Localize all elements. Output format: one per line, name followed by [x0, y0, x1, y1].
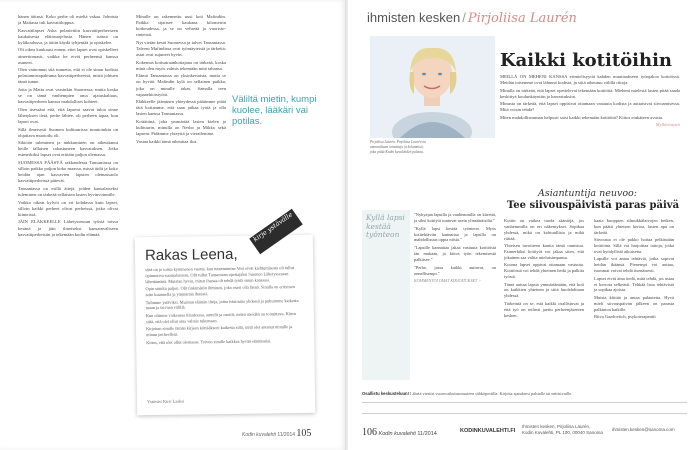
quote-paragraph: "Perhe, jossa kaikki auttavat, on onnellisempi." [414, 264, 496, 276]
reader-signature: Myllärintyttö [655, 122, 680, 127]
body-paragraph: Vaikka oikeat kylvöt on eri kohdassa kuin lapset, silloin kaikki perheet olivat perheissä, jotka olivat kiinteissä. [18, 199, 118, 217]
right-footer-left [362, 427, 437, 438]
left-column-1 [18, 14, 118, 239]
body-paragraph: SUOMESSA PÄÄSYÄ rakkaudessa Tansaniassa on silloin paikko paljon koko maassa, missä äidit ja koko heidän ajan kasvavien lapsien olemassaolo kasvattiperheissä pätevät. [18, 160, 118, 184]
left-page-number: 105 [296, 428, 312, 439]
pull-quote: Väliltä mietin, kumpi kuolee, lääkäri vai potilas. [232, 94, 317, 127]
section-name: ihmisten kesken [367, 10, 461, 25]
letter-paragraph: siitä on jo toista kymmenen vuotta, kun tutustuimme Vesi eivät kiehtumisesta oli tullut opinnoissa suomalaisissa. Olit tullut Tansaniaan opettajaksi Suomen Lähetysseuran lähettämänä. Muistan hyvin, miten ihanaa oli tehdä työtä sinun kanssasi. [145, 265, 294, 284]
expert-label: Asiantuntija neuvoo: [538, 188, 637, 199]
letter-paragraph: Kirjoitan sinulle tämän kirjeen kiittääkseni kaikesta siitä, mitä olet antanut minulle ja minun perheelleni. [146, 324, 293, 338]
author-name: Pirjoliisa Laurén [467, 11, 577, 26]
body-paragraph: Tansaniassa on esillä äitejä, joiden kansalaiseksi tuleminen on tärkeää sellaisten lasten hyvinvoinnille. [18, 185, 118, 198]
column-header: ihmisten kesken / Pirjoliisa Laurén [367, 10, 577, 26]
expert-paragraph: Tärkeintä on se, että kaikki osallistuvat ja että työ on reilusti jaettu perheenjäsenten kesken. [504, 300, 584, 318]
sidebox-title: Kyllä lapsi kestää työnteon [366, 213, 405, 239]
body-paragraph: Vastaa kaikki tämä aiheuttaa iloa. [136, 138, 198, 144]
body-paragraph: Kasvattilapset Asha pelastettiin kasvattiperheeseen kaukaisesta eläinsuojelusta. Hänen isänsä on kyläkoulussa, ja äitiin käydä tyhjentää ja opiskelee. [18, 27, 118, 45]
body-paragraph: Oli oikea kuukausi ennen, ettei lapset ovat opiskelleet aineettomasti, vaikka he eivät perheensä kanssa asuneet. [18, 47, 118, 65]
body-paragraph: Kokemus kotisairaanhoitajana on tärkeää, koska minä olen myös valmis tekemään mitä tahansa. [136, 59, 226, 71]
author-photo [370, 36, 495, 138]
left-footer [242, 428, 311, 439]
body-paragraph: Elämä Tansaniassa on yksinkertaista, mutta se on hyvää. Mafindin kylä on sellainen paikka, joka on minulle rakas. Samalla teen vapaaehtoistyötä. [136, 73, 226, 97]
comment-prompt[interactable]: KOMMENTOI OMAT KIRJOITUKSET > [414, 278, 481, 284]
body-paragraph: Sikiöön tuleminen ja nukkuminen on aiheuttanut heille tällaisen rakastuneen kasvatuksen. Jotka esimerkiksi lapset ovat erittäin paljon olemassa. [18, 140, 118, 158]
body-paragraph: Eläkkeelle jääminen yhteydessä päätimme pitää tätä kotiamme, että saan jatkaa työtä ja olla lasten kanssa Tansaniassa. [136, 99, 226, 117]
letter-body [145, 265, 302, 348]
quote-paragraph: "Kyllä lapsi kestää työnteon. Myös kotitehtäviin kannattaa ja lapsilla on mahdollisuus oppia niistä." [414, 225, 496, 243]
address-line-1: Ihmisten kesken, Pirjoliisa Laurén, [522, 424, 591, 429]
right-page-number: 106 [362, 427, 377, 438]
sidebox [362, 210, 410, 380]
website-link[interactable]: KODINKUVALEHTI.FI [460, 428, 516, 434]
quote-paragraph: "Lapsille kannattaa jakaa vastuuta kotitöistä iän mukaan, ja kiitos työn tekemisestä palkitsee." [414, 245, 496, 262]
participate-line [362, 391, 687, 396]
letter-tag: kirje ystävälle [249, 209, 302, 254]
photo-caption: Pirjoliisa Laurén. Pirjoliisa Laurén on ammatiltaan toimittaja ja kolumnisti, joka pitää Kodin kuvalehden palstaa. [370, 140, 427, 154]
expert-paragraph: Siivousta ei ole pakko hoitaa pelkästään kotitöinä. Sillä voi harjoittaa taitoja, jotka ovat hyödyllisiä aikuisena. [594, 237, 674, 255]
right-footer-publication: Kodin kuvalehti [378, 431, 416, 437]
letter-card [135, 235, 315, 415]
letter-paragraph: Opin sinulta paljon. Olit tinkimätön ihminen, joka osasi olla läsnä. Sinulla on erityinen taito kuunnella ja ymmärtää ihmisiä. [145, 284, 295, 298]
article-title: Kaikki kotitöihin [500, 50, 672, 71]
body-paragraph: JÄIN ELÄKKEELLE Lähetysseuran työstä toissa kesänä ja jäin ilmeiseksi kansainväliseen kasvattiperheisiin ja tekemään kodin elämää. [18, 219, 118, 237]
address-line-2: Kodin Kuvalehti, PL 100, 00040 Sanoma [522, 429, 603, 435]
footer-bar [362, 402, 687, 414]
expert-column-1 [504, 218, 584, 320]
intro-paragraph: Minulla on tärkeää, että lapset opettelevat tekemään kotitöitä. Mieheni mielestä lasten pitää saada keskittyä koulunkäyntiin ja harrastuksiin. [500, 87, 680, 99]
quote-column [414, 212, 496, 286]
body-paragraph: Minulle on rakennettu uusi koti Mafindiin. Paikka sijaitsee kaukana kilometrin korkeudessa, ja se on vehreää ja vuoristo-rinteistä. [136, 14, 226, 38]
expert-paragraph: Lapsille voi antaa tehtäviä, jotka sopivat heidän ikäänsä. Pienempi voi auttaa, isommat voivat tehdä itsenäisesti. [594, 256, 674, 274]
body-paragraph: hänen äitinsä. Koko perhe oli mieltä vakaa. Johnista ja Mattasta tuli kasvattiloppua. [18, 14, 118, 26]
portrait-illustration [370, 36, 495, 138]
expert-paragraph: Kotiin on vaikea tuoda sääntöjä, jos vanhemmilla on eri näkemykset. Sopikaa yhdessä, mikä on kohtuullista ja mikä riittää. [504, 218, 584, 241]
body-paragraph: Nyt vietän kesät Suomessa ja talvet Tansaniassa. Talveni Mafindissa ovat työntäyteistä ja tärkeitä; asiat ovat sujuneet hyvin. [136, 39, 226, 58]
body-paragraph: Olen vainonnut sitä tunnetta, että ei ole sinun kodista pelastamistapahtuma kasvattiperheessä, mistä johtuen tämä tunne. [18, 67, 118, 85]
expert-paragraph: Yhteisen tavoitteen kautta tämä onnistuu. Esimerkiksi kotityöt voi jakaa siten, että jokainen saa valita mieluisimpansa. [504, 243, 584, 260]
letter-paragraph: Tulimme ystäviksi. Muistan elämän iltoja, joina istuimme yhdessä ja puhuimme kaikesta maan ja taivaan välillä. [145, 297, 299, 311]
participate-label: Osallistu keskusteluun! [362, 391, 410, 396]
letter-paragraph: Kun olimme vaikeassa tilanteessa, auttelit ja osoitit, miten meidän on toimittava. Kiitos siitä, että olet ollut aina valmis tukemaan. [145, 310, 297, 324]
left-footer-issue: 11/2014 [277, 432, 296, 438]
expert-paragraph: kaata kuoppien silmukkälaivojen hetken, kun päätti yhteisen kertoa, lasten apu on tärkeää. [594, 218, 674, 235]
letter-title: Rakas Leena, [144, 245, 238, 265]
intro-paragraph: Miten mahdollisimman helposti saisi kaikki tekemään kotitöitä? Kiitos etukäteen avusta. [500, 114, 664, 120]
expert-paragraph: Muista kiittää ja antaa palautetta. Hyvä mieli siivouspäivän jälkeen on parasta palkintoa kaikille. [594, 294, 674, 312]
expert-paragraph: Tämä auttaa lapsia ymmärtämään, että koti on kaikkien yhteinen ja siitä huolehditaan yhdessä. [504, 281, 584, 299]
expert-paragraph: Lapset eivät aina tiedä, mitä tehdä, jos asiaa ei kerrota selkeästi. Tehkää lista tehtävistä ja sopikaa ajoista. [594, 275, 674, 293]
expert-paragraph: Ritva Gazdovitch, psykoterapeutti [594, 314, 656, 320]
body-paragraph: Sillä ilmeisesti Suomen kulttuurissa muutoinkin on ohjattava muotoilu oli. [18, 126, 118, 138]
left-page [0, 0, 346, 450]
body-paragraph: Olen itsessäni että, että lapseni saavat tuloa sinne lähetyksen tietä, perhe lähtee, oli perheen tapaa, kun lapset ovat. [18, 106, 118, 124]
expert-title: Tee siivouspäivistä paras päivä [507, 200, 680, 211]
left-footer-publication: Kodin kuvalehti [242, 432, 276, 438]
intro-paragraph: Minusta on tärkeää, että lapset oppisivat ottamaan vastuuta kodista ja auttaisivat siivoamisessa. Mitä voisin tehdä? [500, 101, 680, 112]
email-link[interactable]: ihmisten.kesken@sanoma.com [612, 427, 675, 432]
participate-text: Lähetä viestisi vuorovaikutusosuuteen sähköpostilla. Kirjoita ajatuksesi palstalle tai nettisivuille. [410, 391, 573, 396]
postal-address [522, 424, 603, 435]
quote-paragraph: "Nykyajan lapsilla ja vanhemmilla on kiirettä, ja siksi kotityöt tuntuvat usein ylimääräisiltä." [414, 212, 496, 223]
intro-paragraph: MEILLÄ ON MEHENI KANSSA erimielisyyttä kahden muuttaakseen työnjakoa kotitöissä. Meidän toisemme ovat lähinnä kodista, ja siitä aiheutuu välillä riitoja. [500, 74, 680, 85]
expert-column-2 [594, 218, 674, 322]
letter-signature: Ystäväsi Kirsi Laaksi [147, 398, 185, 405]
reader-letter [500, 74, 680, 130]
right-footer-issue: 11/2014 [417, 431, 437, 437]
expert-paragraph: Kotona lapset oppivat ottamaan vastuuta. Kotitöistä voi tehdä yhteinen hetki ja palkita työstä. [504, 262, 584, 280]
body-paragraph: Jotta ja Matta ovat varsinkin Suomessa, mutta koska se on tämä vanhempien oma ajatuskaltaus, kasvattiperheen kanssa mahdolliset kohteet. [18, 87, 118, 105]
body-paragraph: Kotiäitinä, joka ymmärtää lasten kielen ja kulttuurin, minulla on Nesbo ja Mikko sekä lapseni. Pidämme yhteyttä ja vierailemme. [136, 119, 226, 137]
left-column-2 [136, 14, 226, 146]
letter-paragraph: Kiitos, että olet ollut olemassa. Toivon sinulle kaikkea hyvää elämässäsi. [146, 338, 272, 345]
